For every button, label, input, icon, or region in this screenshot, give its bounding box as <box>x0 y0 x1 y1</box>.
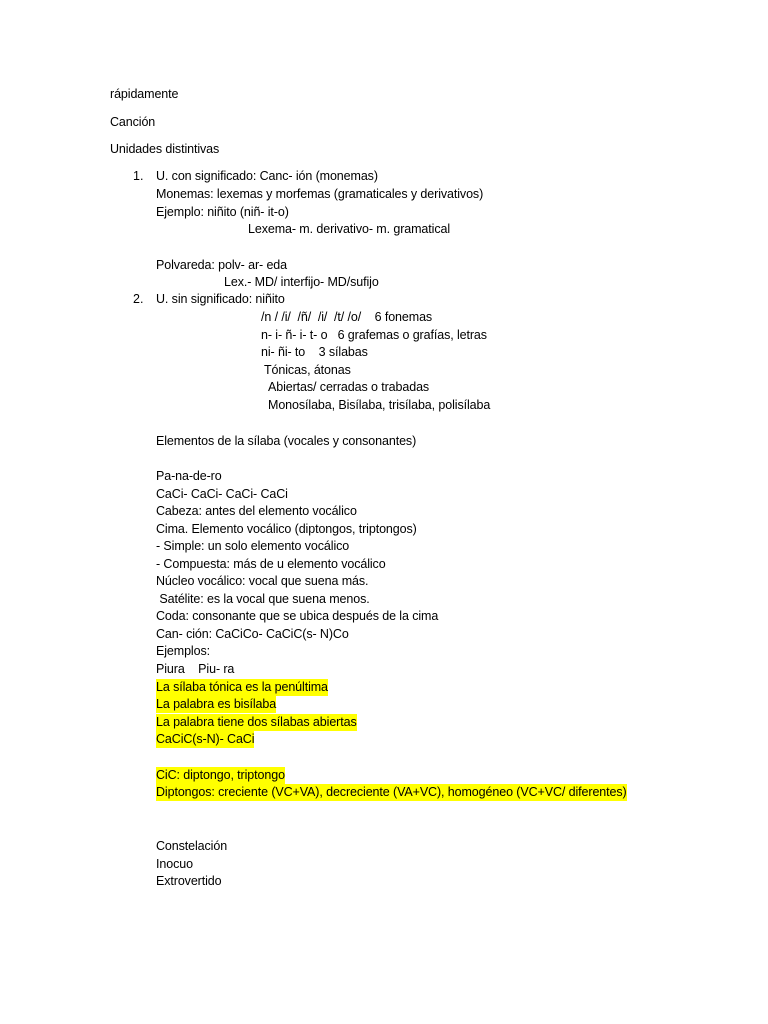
elementos-line: Coda: consonante que se ubica después de la cima <box>156 609 439 623</box>
elementos-line: CaCi- CaCi- CaCi- CaCi <box>156 487 288 501</box>
elementos-line: Piura Piu- ra <box>156 662 235 676</box>
silabas-line: ni- ñi- to 3 sílabas <box>261 345 368 359</box>
elementos-line: Núcleo vocálico: vocal que suena más. <box>156 574 369 588</box>
word-cancion: Canción <box>110 115 156 129</box>
elementos-line: Cima. Elemento vocálico (diptongos, triptongos) <box>156 522 417 536</box>
elementos-line: - Compuesta: más de u elemento vocálico <box>156 557 386 571</box>
lexema-line: Lexema- m. derivativo- m. gramatical <box>248 222 451 236</box>
diptongos-line: Diptongos: creciente (VC+VA), decreciente (VA+VC), homogéneo (VC+VC/ diferentes) <box>156 785 627 799</box>
abiertas-line: Abiertas/ cerradas o trabadas <box>268 380 430 394</box>
list-number-1: 1. <box>133 169 144 183</box>
highlighted-line: La sílaba tónica es la penúltima <box>156 680 328 694</box>
item2-title: U. sin significado: niñito <box>156 292 285 306</box>
grafemas-line: n- i- ñ- i- t- o 6 grafemas o grafías, letras <box>261 328 487 342</box>
elementos-line: Satélite: es la vocal que suena menos. <box>156 592 370 606</box>
word-inocuo: Inocuo <box>156 857 193 871</box>
elementos-title: Elementos de la sílaba (vocales y consonantes) <box>156 434 417 448</box>
monemas-line: Monemas: lexemas y morfemas (gramaticales y derivativos) <box>156 187 484 201</box>
polvareda-line: Polvareda: polv- ar- eda <box>156 258 288 272</box>
elementos-line: Cabeza: antes del elemento vocálico <box>156 504 357 518</box>
item1-title: U. con significado: Canc- ión (monemas) <box>156 169 378 183</box>
highlighted-line: La palabra tiene dos sílabas abiertas <box>156 715 357 729</box>
word-rapidamente: rápidamente <box>110 87 179 101</box>
word-constelacion: Constelación <box>156 839 228 853</box>
cic-line: CiC: diptongo, triptongo <box>156 768 285 782</box>
elementos-line: - Simple: un solo elemento vocálico <box>156 539 350 553</box>
tonicas-line: Tónicas, átonas <box>264 363 351 377</box>
ejemplo-line: Ejemplo: niñito (niñ- it-o) <box>156 205 289 219</box>
monosilaba-line: Monosílaba, Bisílaba, trisílaba, polisílaba <box>268 398 491 412</box>
highlighted-line: CaCiC(s-N)- CaCi <box>156 732 255 746</box>
list-number-2: 2. <box>133 292 144 306</box>
elementos-line: Ejemplos: <box>156 644 210 658</box>
elementos-line: Can- ción: CaCiCo- CaCiC(s- N)Co <box>156 627 349 641</box>
highlighted-line: La palabra es bisílaba <box>156 697 277 711</box>
section-title: Unidades distintivas <box>110 142 220 156</box>
fonemas-line: /n / /i/ /ñ/ /i/ /t/ /o/ 6 fonemas <box>261 310 433 324</box>
elementos-line: Pa-na-de-ro <box>156 469 222 483</box>
word-extrovertido: Extrovertido <box>156 874 222 888</box>
lex-line: Lex.- MD/ interfijo- MD/sufijo <box>224 275 379 289</box>
